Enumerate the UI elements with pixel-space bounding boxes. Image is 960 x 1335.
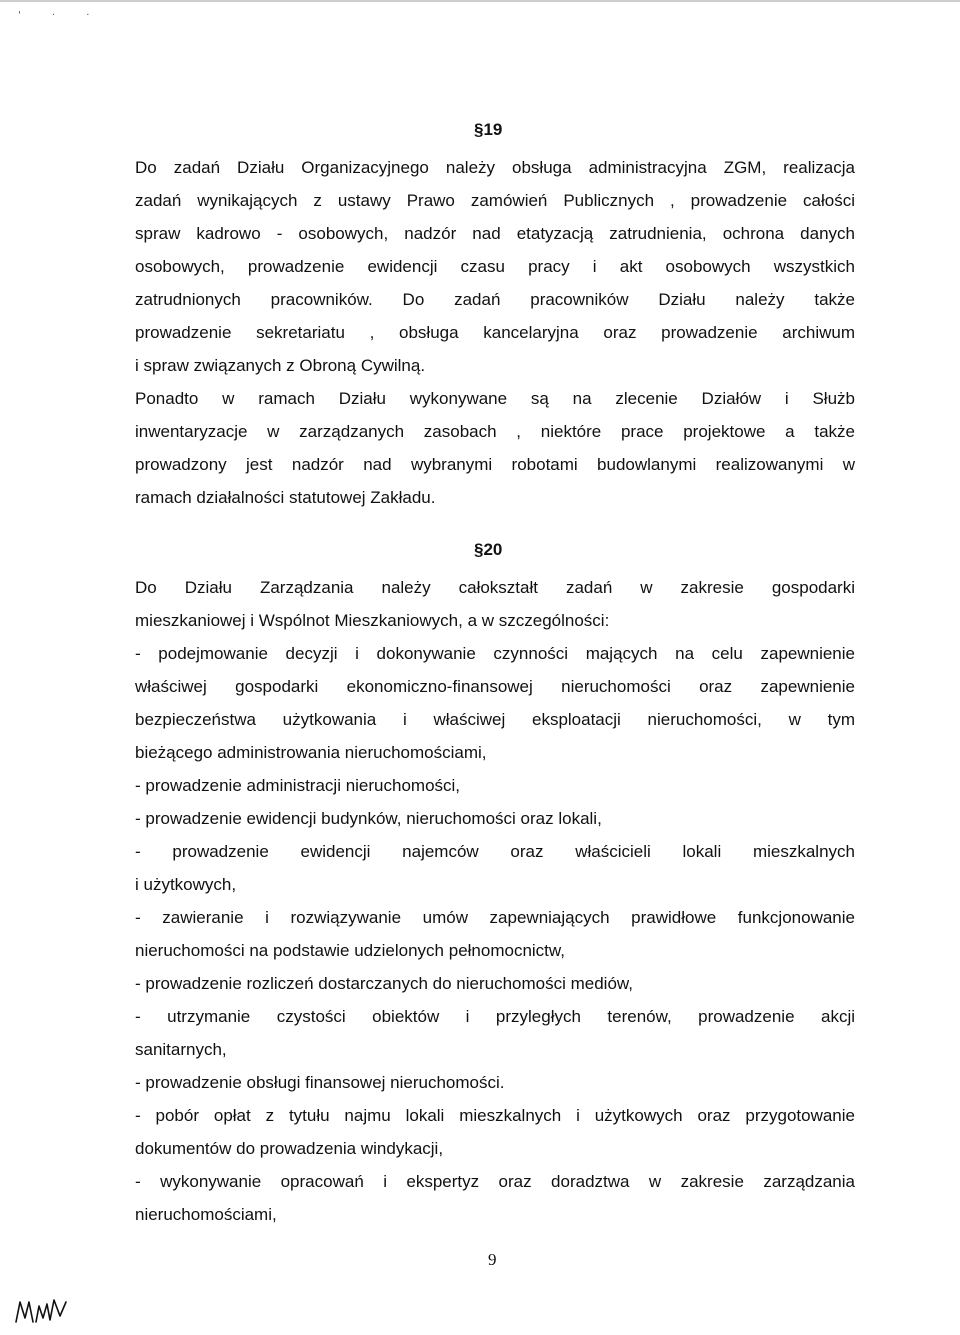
section-20-line: dokumentów do prowadzenia windykacji, <box>135 1139 444 1158</box>
section-20-line: - prowadzenie ewidencji najemców oraz właścicieli lokali mieszkalnych <box>135 842 855 861</box>
section-20-line: nieruchomości na podstawie udzielonych pełnomocnictw, <box>135 941 565 960</box>
page-number: 9 <box>488 1250 497 1269</box>
section-19-line: inwentaryzacje w zarządzanych zasobach , niektóre prace projektowe a także <box>135 422 855 441</box>
section-19-line: Ponadto w ramach Działu wykonywane są na zlecenie Działów i Służb <box>135 389 855 408</box>
section-20-line: - zawieranie i rozwiązywanie umów zapewniających prawidłowe funkcjonowanie <box>135 908 855 927</box>
section-19-line: prowadzenie sekretariatu , obsługa kancelaryjna oraz prowadzenie archiwum <box>135 323 855 342</box>
section-20-line: - pobór opłat z tytułu najmu lokali mieszkalnych i użytkowych oraz przygotowanie <box>135 1106 855 1125</box>
section-20-heading: §20 <box>474 540 503 559</box>
section-20-line: i użytkowych, <box>135 875 237 894</box>
top-scan-edge <box>0 0 960 2</box>
section-20-line: - wykonywanie opracowań i ekspertyz oraz doradztwa w zakresie zarządzania <box>135 1172 855 1191</box>
section-20-line: bieżącego administrowania nieruchomościami, <box>135 743 487 762</box>
section-19-line: ramach działalności statutowej Zakładu. <box>135 488 436 507</box>
section-20-line: - prowadzenie rozliczeń dostarczanych do nieruchomości mediów, <box>135 974 633 993</box>
section-20-line: nieruchomościami, <box>135 1205 277 1224</box>
section-20-line: Do Działu Zarządzania należy całokształt zadań w zakresie gospodarki <box>135 578 855 597</box>
section-19-heading: §19 <box>474 120 503 139</box>
section-19-line: zatrudnionych pracowników. Do zadań pracowników Działu należy także <box>135 290 855 309</box>
handwritten-initials <box>14 1296 72 1331</box>
section-20-line: - podejmowanie decyzji i dokonywanie czynności mających na celu zapewnienie <box>135 644 855 663</box>
section-20-line: - utrzymanie czystości obiektów i przyległych terenów, prowadzenie akcji <box>135 1007 855 1026</box>
section-20-line: sanitarnych, <box>135 1040 227 1059</box>
scan-marks: ' · · <box>18 10 104 21</box>
section-20-line: - prowadzenie ewidencji budynków, nieruchomości oraz lokali, <box>135 809 602 828</box>
section-19-line: osobowych, prowadzenie ewidencji czasu pracy i akt osobowych wszystkich <box>135 257 855 276</box>
section-20-line: - prowadzenie obsługi finansowej nieruchomości. <box>135 1073 505 1092</box>
section-20-line: mieszkaniowej i Wspólnot Mieszkaniowych, a w szczególności: <box>135 611 610 630</box>
section-19-line: Do zadań Działu Organizacyjnego należy obsługa administracyjna ZGM, realizacja <box>135 158 855 177</box>
section-19-line: i spraw związanych z Obroną Cywilną. <box>135 356 426 375</box>
section-20-line: właściwej gospodarki ekonomiczno-finansowej nieruchomości oraz zapewnienie <box>135 677 855 696</box>
section-20-line: bezpieczeństwa użytkowania i właściwej eksploatacji nieruchomości, w tym <box>135 710 855 729</box>
section-19-line: zadań wynikających z ustawy Prawo zamówień Publicznych , prowadzenie całości <box>135 191 855 210</box>
section-19-line: spraw kadrowo - osobowych, nadzór nad etatyzacją zatrudnienia, ochrona danych <box>135 224 855 243</box>
section-19-line: prowadzony jest nadzór nad wybranymi robotami budowlanymi realizowanymi w <box>135 455 855 474</box>
section-20-line: - prowadzenie administracji nieruchomości, <box>135 776 461 795</box>
